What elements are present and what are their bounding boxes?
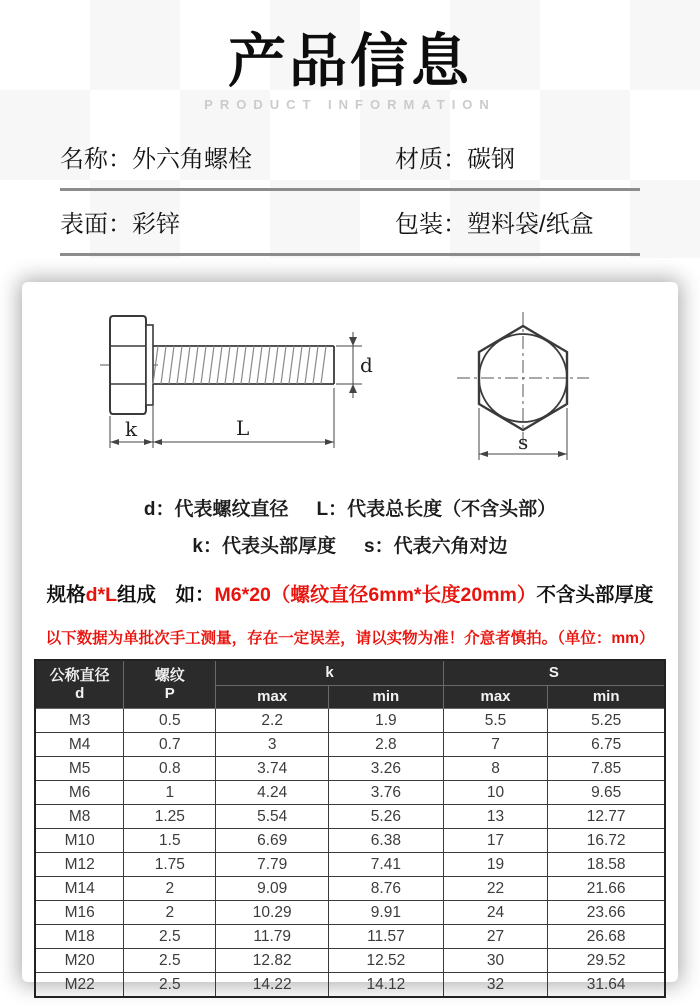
cell-k_max: 10.29 xyxy=(216,901,329,925)
page-header xyxy=(0,0,700,112)
cell-p: 2.5 xyxy=(124,973,216,997)
cell-k_max: 6.69 xyxy=(216,829,329,853)
k-arrow-left xyxy=(110,439,119,445)
cell-k_max: 12.82 xyxy=(216,949,329,973)
cell-p: 1 xyxy=(124,781,216,805)
cell-p: 2 xyxy=(124,901,216,925)
spec-table-body xyxy=(35,709,665,997)
cell-s_min: 23.66 xyxy=(548,901,665,925)
thread-lines xyxy=(153,346,326,384)
page-subtitle: PRODUCT INFORMATION xyxy=(204,96,496,112)
cell-s_max: 24 xyxy=(443,901,548,925)
header-group-k: k xyxy=(216,660,443,686)
cell-k_min: 2.8 xyxy=(329,733,444,757)
spec-name: 名称：外六角螺栓 xyxy=(60,146,252,174)
cell-k_min: 5.26 xyxy=(329,805,444,829)
cell-p: 2.5 xyxy=(124,925,216,949)
cell-s_max: 13 xyxy=(443,805,548,829)
size-spec-table xyxy=(34,659,666,998)
k-arrow-right xyxy=(144,439,153,445)
cell-d: M20 xyxy=(35,949,124,973)
cell-k_max: 9.09 xyxy=(216,877,329,901)
legend-line-1 xyxy=(22,494,678,521)
header-s-max: max xyxy=(443,686,548,709)
cell-k_max: 2.2 xyxy=(216,709,329,733)
d-arrow-bottom xyxy=(349,384,357,393)
cell-s_min: 18.58 xyxy=(548,853,665,877)
cell-k_max: 14.22 xyxy=(216,973,329,997)
spec-packaging: 包装：塑料袋/纸盒 xyxy=(395,211,594,239)
cell-d: M3 xyxy=(35,709,124,733)
cell-s_max: 30 xyxy=(443,949,548,973)
product-specs xyxy=(60,126,640,256)
formula-dl: d*L xyxy=(85,583,118,606)
cell-s_max: 5.5 xyxy=(443,709,548,733)
cell-k_max: 5.54 xyxy=(216,805,329,829)
table-row xyxy=(35,949,665,973)
table-row xyxy=(35,781,665,805)
cell-k_max: 7.79 xyxy=(216,853,329,877)
cell-k_max: 11.79 xyxy=(216,925,329,949)
legend-s: s：代表六角对边 xyxy=(364,535,508,557)
bolt-side-view-diagram xyxy=(98,308,388,468)
cell-p: 0.5 xyxy=(124,709,216,733)
cell-d: M6 xyxy=(35,781,124,805)
cell-s_max: 32 xyxy=(443,973,548,997)
cell-d: M4 xyxy=(35,733,124,757)
l-arrow-right xyxy=(325,439,334,445)
cell-p: 1.25 xyxy=(124,805,216,829)
cell-d: M16 xyxy=(35,901,124,925)
cell-s_min: 21.66 xyxy=(548,877,665,901)
cell-p: 2.5 xyxy=(124,949,216,973)
cell-k_min: 7.41 xyxy=(329,853,444,877)
cell-k_min: 12.52 xyxy=(329,949,444,973)
cell-d: M14 xyxy=(35,877,124,901)
legend-k: k：代表头部厚度 xyxy=(192,535,336,557)
cell-k_max: 3.74 xyxy=(216,757,329,781)
cell-k_min: 14.12 xyxy=(329,973,444,997)
cell-p: 0.7 xyxy=(124,733,216,757)
header-thread-pitch: 螺纹 P xyxy=(124,660,216,709)
header-k-min: min xyxy=(329,686,444,709)
table-row xyxy=(35,877,665,901)
header-group-s: S xyxy=(443,660,665,686)
cell-s_max: 27 xyxy=(443,925,548,949)
spec-material: 材质：碳钢 xyxy=(395,146,515,174)
header-nominal-diameter: 公称直径 d xyxy=(35,660,124,709)
cell-d: M12 xyxy=(35,853,124,877)
cell-s_max: 19 xyxy=(443,853,548,877)
table-row xyxy=(35,709,665,733)
hex-head xyxy=(110,316,146,414)
spec-row-1 xyxy=(60,126,640,188)
cell-s_max: 17 xyxy=(443,829,548,853)
detail-card-section xyxy=(0,256,700,993)
cell-s_min: 31.64 xyxy=(548,973,665,997)
formula-mid: 组成 如： xyxy=(117,583,215,606)
table-header xyxy=(35,660,665,709)
page-title: 产品信息 xyxy=(227,29,472,94)
d-dimension-extensions xyxy=(336,346,362,384)
table-row xyxy=(35,973,665,997)
dim-label-s: s xyxy=(517,429,528,454)
spec-formula xyxy=(22,579,678,607)
cell-k_min: 9.91 xyxy=(329,901,444,925)
detail-card xyxy=(22,282,678,993)
cell-s_max: 10 xyxy=(443,781,548,805)
cell-k_max: 3 xyxy=(216,733,329,757)
cell-s_min: 16.72 xyxy=(548,829,665,853)
l-arrow-left xyxy=(153,439,162,445)
dim-label-k: k xyxy=(124,416,137,441)
cell-s_min: 29.52 xyxy=(548,949,665,973)
table-row xyxy=(35,829,665,853)
cell-s_min: 9.65 xyxy=(548,781,665,805)
cell-p: 0.8 xyxy=(124,757,216,781)
washer-face xyxy=(146,325,153,405)
cell-d: M22 xyxy=(35,973,124,997)
legend-d: d：代表螺纹直径 xyxy=(143,498,289,520)
spec-row-2 xyxy=(60,191,640,253)
bolt-diagrams xyxy=(22,308,678,484)
cell-s_max: 8 xyxy=(443,757,548,781)
cell-k_min: 1.9 xyxy=(329,709,444,733)
d-arrow-top xyxy=(349,337,357,346)
formula-suffix: 不含头部厚度 xyxy=(536,583,654,606)
cell-d: M18 xyxy=(35,925,124,949)
cell-s_min: 7.85 xyxy=(548,757,665,781)
cell-k_min: 3.26 xyxy=(329,757,444,781)
table-row xyxy=(35,901,665,925)
table-row xyxy=(35,757,665,781)
spec-surface: 表面：彩锌 xyxy=(60,211,180,239)
formula-prefix: 规格 xyxy=(46,583,86,606)
formula-example: M6*20（螺纹直径6mm*长度20mm） xyxy=(214,583,537,606)
dim-label-d: d xyxy=(359,352,373,377)
cell-s_max: 7 xyxy=(443,733,548,757)
table-row xyxy=(35,925,665,949)
cell-s_min: 6.75 xyxy=(548,733,665,757)
legend-line-2 xyxy=(22,531,678,558)
cell-p: 1.5 xyxy=(124,829,216,853)
cell-p: 1.75 xyxy=(124,853,216,877)
cell-k_max: 4.24 xyxy=(216,781,329,805)
cell-d: M10 xyxy=(35,829,124,853)
cell-k_min: 8.76 xyxy=(329,877,444,901)
header-k-max: max xyxy=(216,686,329,709)
measurement-disclaimer: 以下数据为单批次手工测量，存在一定误差，请以实物为准！介意者慎拍。（单位：mm） xyxy=(45,629,655,647)
cell-k_min: 6.38 xyxy=(329,829,444,853)
cell-d: M8 xyxy=(35,805,124,829)
s-arrow-left xyxy=(479,451,488,457)
cell-p: 2 xyxy=(124,877,216,901)
cell-s_min: 5.25 xyxy=(548,709,665,733)
legend-L: L：代表总长度（不含头部） xyxy=(316,498,557,520)
table-row xyxy=(35,733,665,757)
table-row xyxy=(35,853,665,877)
cell-k_min: 11.57 xyxy=(329,925,444,949)
dim-label-L: L xyxy=(235,415,249,440)
cell-s_min: 12.77 xyxy=(548,805,665,829)
cell-d: M5 xyxy=(35,757,124,781)
bolt-end-view-diagram xyxy=(443,308,603,470)
cell-k_min: 3.76 xyxy=(329,781,444,805)
table-row xyxy=(35,805,665,829)
cell-s_min: 26.68 xyxy=(548,925,665,949)
header-s-min: min xyxy=(548,686,665,709)
cell-s_max: 22 xyxy=(443,877,548,901)
s-arrow-right xyxy=(558,451,567,457)
